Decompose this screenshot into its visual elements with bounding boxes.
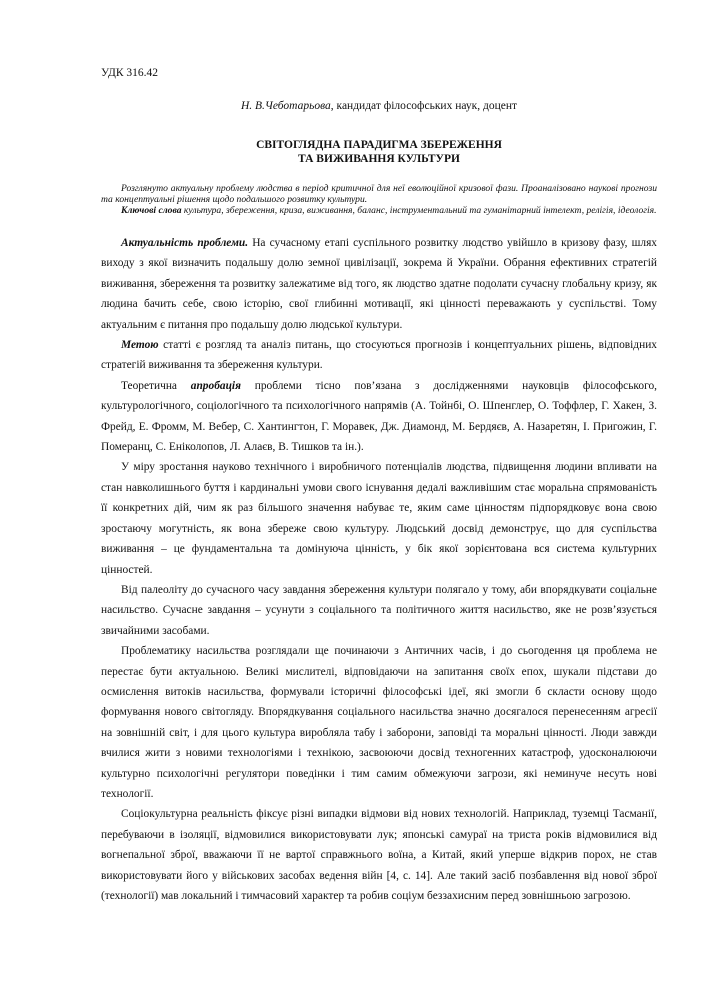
- title-line-1: СВІТОГЛЯДНА ПАРАДИГМА ЗБЕРЕЖЕННЯ: [256, 139, 502, 151]
- approbation-label: апробація: [190, 379, 241, 392]
- abstract: [101, 183, 657, 216]
- author-name: Н. В.Чеботарьова: [240, 100, 331, 112]
- keywords-label: Ключові слова: [121, 205, 182, 216]
- paragraph-6: Проблематику насильства розглядали ще починаючи з Античних часів, і до сьогодення ця проблема не перестає бути актуальною. Великі мислителі, відповідаючи на запитання своїх епох, шукали підстави до осмислення витоків насильства, формували історичні філософські ідеї, які змогли б скласти основу щодо формування нового світогляду. Впорядкування соціального насильства значно досягалося перенесенням агресії на зовнішній світ, і для цього культура виробляла табу і заборони, заповіді та моральні цінності. Люди завжди вчилися жити з новими технологіями і технікою, засвоюючи досвід техногенних катастроф, удосконалюючи культурно психологічні регулятори поведінки і тим самим обмежуючи загрози, які неминуче несуть нові технології.: [101, 645, 657, 800]
- keywords: [101, 205, 657, 216]
- approbation-text: проблеми тісно пов’язана з дослідженнями науковців філософського, культурологічного, соціологічного та психологічного напрямів (А. Тойнбі, О. Шпенглер, О. Тоффлер, Г. Хакен, З. Фрейд, Е. Фромм, М. Вебер, С. Хантингтон, Г. Моравек, Дж. Диамонд, М. Бердяєв, А. Назаретян, І. Пригожин, Г. Померанц, С. Еніколопов, Л. Алаєв, В. Тишков та ін.).: [101, 379, 658, 454]
- article-title: [101, 138, 657, 166]
- keywords-list: культура, збереження, криза, виживання, баланс, інструментальний та гуманітарний інтелект, релігія, ідеологія.: [181, 205, 657, 216]
- abstract-text: Розглянуто актуальну проблему людства в період критичної для неї еволюційної кризової фази. Проаналізовано наукові прогнози та концептуальні рішення щодо подальшого розвитку культури.: [101, 183, 657, 205]
- aim-text: статті є розгляд та аналіз питань, що стосуються прогнозів і концептуальних рішень, відповідних стратегій виживання та збереження культури.: [101, 339, 657, 372]
- title-line-2: ТА ВИЖИВАННЯ КУЛЬТУРИ: [298, 153, 460, 165]
- paragraph-aim: [101, 335, 657, 376]
- paragraph-7: Соціокультурна реальність фіксує різні випадки відмови від нових технологій. Наприклад, туземці Тасманії, перебуваючи в ізоляції, відмовилися використовувати лук; японські самураї на триста років відмовилися від вогнепальної зброї, вважаючи її не вартої справжнього воїна, а Китай, який уперше відкрив порох, не став використовувати його у військових засобах ведення війн [4, с. 14]. Але такий засіб позбавлення від нової зброї (технології) мав локальний і тимчасовий характер та робив соціум беззахисним перед зовнішньою загрозою.: [101, 808, 657, 902]
- paragraph-4: У міру зростання науково технічного і виробничого потенціалів людства, підвищення людини впливати на стан навколишнього буття і кардинальні умови свого існування дедалі важливішим стає моральна спрямованість її конкретних дій, чим як раз більшого значення набуває те, яким саме цінностям підпорядковує вона свою зростаючу могутність, як вона збереже свою культуру. Людський досвід демонструє, що для суспільства виживання – це фундаментальна та домінуюча цінність, у бік якої зорієнтована вся система культурних цінностей.: [101, 461, 657, 576]
- article-body: [101, 233, 657, 906]
- approbation-pre: Теоретична: [121, 379, 191, 392]
- paragraph-5: Від палеоліту до сучасного часу завдання збереження культури полягало у тому, аби впорядкувати соціальне насильство. Сучасне завдання – усунути з соціального та політичного життя насильство, яке не розв’язується звичайними засобами.: [101, 583, 657, 637]
- author-title: , кандидат філософських наук, доцент: [330, 100, 518, 112]
- relevance-label: Актуальність проблеми.: [121, 237, 249, 249]
- paragraph-approbation: [101, 376, 657, 458]
- udc-code: УДК 316.42: [101, 67, 158, 79]
- paragraph-relevance: [101, 233, 657, 335]
- author-line: [101, 100, 657, 112]
- relevance-text: На сучасному етапі суспільного розвитку людство увійшло в кризову фазу, шлях виходу з якої визначить подальшу долю земної цивілізації, зокрема й України. Обрання ефективних стратегій виживання, збереження та розвитку залежатиме від того, як людство здатне подолати сучасну глобальну кризу, як людина бачить себе, свою історію, свої глибинні мотивації, які цінності переважають у суспільстві. Тому актуальним є питання про подальшу долю людської культури.: [101, 237, 657, 331]
- aim-label: Метою: [121, 339, 159, 352]
